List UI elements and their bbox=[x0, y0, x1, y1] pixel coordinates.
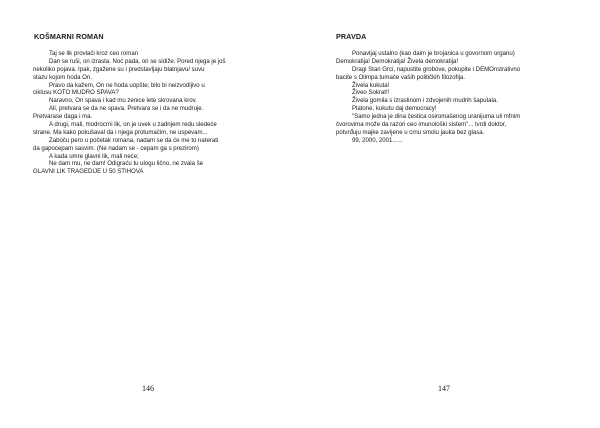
text-line: Pravo da kažem, On ne hoda uopšte; bilo bi neizvodljivo u bbox=[49, 81, 205, 89]
text-line: strane. Ma kako pokušaval da i njega protumačim, ne uspevam... bbox=[33, 128, 208, 136]
text-line: Dan se ruši, on izrasta. Noć pada, on se sidiže. Pored njega je još bbox=[49, 57, 226, 65]
text-line: Živela kukuta! bbox=[352, 81, 390, 89]
text-line: Dragi Stari Grci, napustite grobove, pokupite i DEMOnstrativno bbox=[352, 65, 521, 73]
text-line: ciklusu KOTO MUDRO SPAVA? bbox=[33, 89, 119, 97]
text-line: bacite s Olimpa tumače vaših političkih filozofija. bbox=[336, 73, 466, 81]
text-line: A kada umre glavni lik, mali neće; bbox=[49, 152, 139, 160]
body-text bbox=[336, 50, 582, 145]
text-line: A drugi, mali, modrocrni lik, on je uvek u zadnjem redu sledeće bbox=[49, 121, 217, 129]
text-line: Zaboču pero u početak romana, nadam se da će me to naterati bbox=[49, 136, 219, 144]
text-line: Ali, pretvara se da ne spava. Pretvara se i da ne mudruje. bbox=[49, 105, 204, 113]
text-line: Živela gomila s izraslinom i zdvojenih mudrih šaputala. bbox=[352, 97, 498, 105]
text-line: Taj se lik provlači kroz ceo roman bbox=[49, 50, 139, 57]
text-line: potvrđuju majke zavijene u crnu smolu jauka bez glasa. bbox=[336, 128, 485, 136]
text-line: čvorovima može da razori ceo imunološki sistem"... tvrdi doktor, bbox=[336, 121, 507, 129]
text-line: Platone, kukutu daj democracy! bbox=[352, 105, 437, 113]
body-text bbox=[33, 50, 279, 176]
text-line: "Samo jedna je dina čestica osiromašenog uranijuma uli mfnim bbox=[352, 113, 521, 121]
text-line: da gapocepam sasvim. (Ne nadam se - cepam ga s prezirom) bbox=[33, 144, 199, 152]
right-page bbox=[300, 0, 600, 428]
text-line: GLAVNI LIK TRAGEDIJE U 50 STIHOVA bbox=[33, 168, 144, 176]
text-line: Ne dam mu, ne dam! Odigraću tu ulogu lično, ne zvala še bbox=[49, 160, 204, 168]
text-line: nekoliko pojava. Ipak, zgažene su i predstavljaju blatnjavu/ suvu bbox=[33, 65, 205, 73]
text-line: 99, 2000, 2001...... bbox=[352, 136, 403, 144]
text-line: Naravno, On spava i kad mu zenice lete skrovana krov. bbox=[49, 97, 197, 105]
chapter-title: KOŠMARNI ROMAN bbox=[34, 32, 104, 41]
text-line: Ponavljaj ustalno (kao daim je brojanica u govornom organu) bbox=[352, 50, 515, 57]
text-line: Demokratija! Demokratija! Živela demokratija! bbox=[336, 57, 459, 65]
page-number: 147 bbox=[438, 384, 450, 393]
page-number: 146 bbox=[142, 384, 154, 393]
text-line: Živeo Sokrat!! bbox=[352, 89, 390, 97]
chapter-title: PRAVDA bbox=[336, 32, 367, 41]
text-line: Pretvarase daga i ma. bbox=[33, 113, 93, 121]
text-line: stazu kojom hoda On. bbox=[33, 73, 92, 81]
